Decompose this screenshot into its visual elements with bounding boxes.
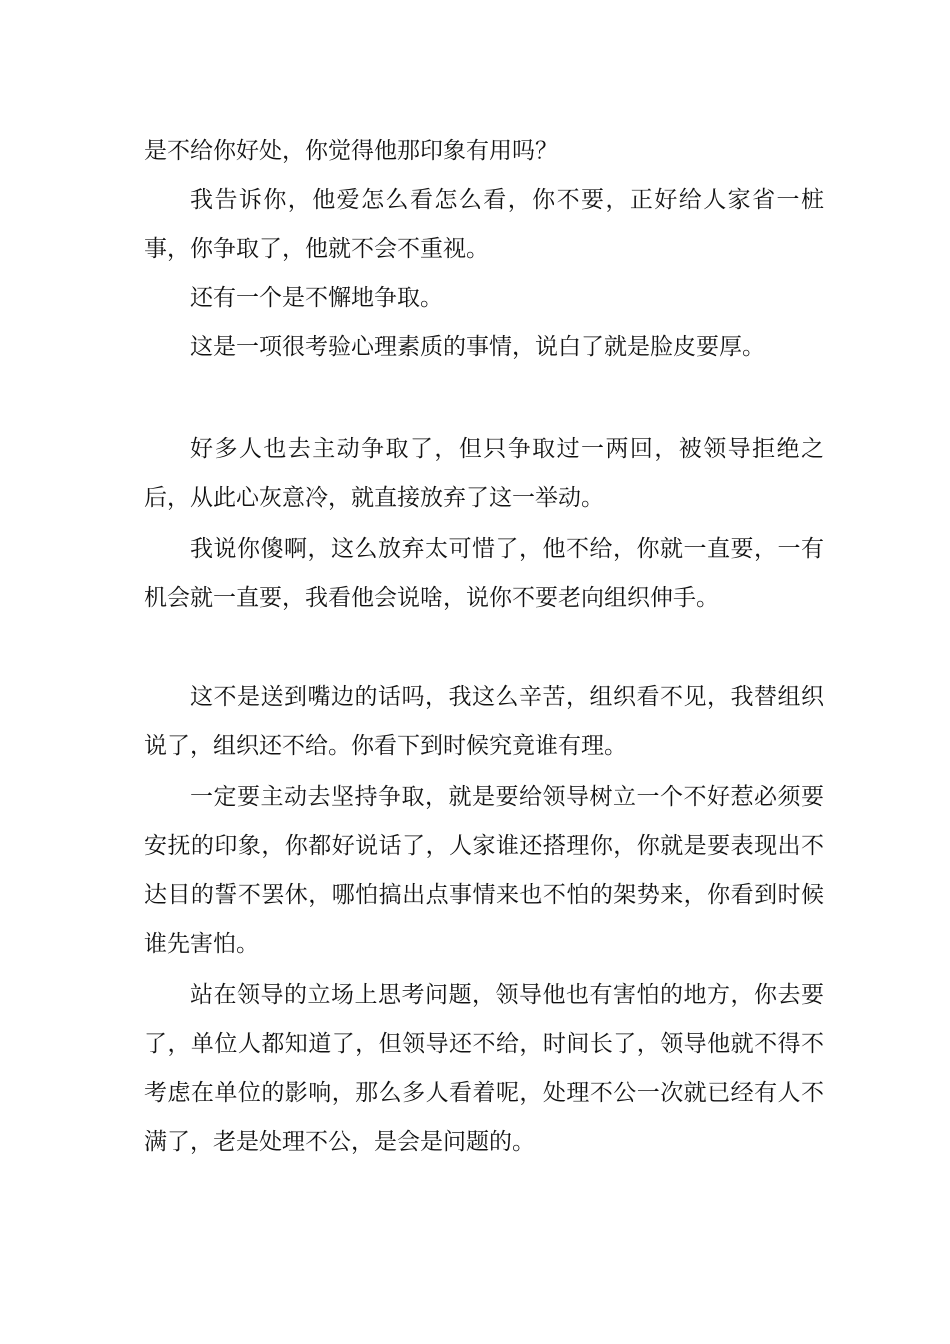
paragraph: 我说你傻啊，这么放弃太可惜了，他不给，你就一直要，一有机会就一直要，我看他会说啥，说你不要老向组织伸手。 [144, 536, 824, 611]
paragraph-continuation: 是不给你好处，你觉得他那印象有用吗？ [144, 138, 558, 164]
paragraph: 一定要主动去坚持争取，就是要给领导树立一个不好惹必须要安抚的印象，你都好说话了，人家谁还搭理你，你就是要表现出不达目的誓不罢休，哪怕搞出点事情来也不怕的架势来，你看到时候谁先害怕。 [144, 784, 824, 957]
paragraph: 站在领导的立场上思考问题，领导他也有害怕的地方，你去要了，单位人都知道了，但领导还不给，时间长了，领导他就不得不考虑在单位的影响，那么多人看着呢，处理不公一次就已经有人不满了，老是处理不公，是会是问题的。 [144, 982, 824, 1155]
paragraph: 这是一项很考验心理素质的事情，说白了就是脸皮要厚。 [190, 334, 765, 360]
paragraph: 这不是送到嘴边的话吗，我这么辛苦，组织看不见，我替组织说了，组织还不给。你看下到时候究竟谁有理。 [144, 684, 824, 759]
paragraph: 我告诉你，他爱怎么看怎么看，你不要，正好给人家省一桩事，你争取了，他就不会不重视。 [144, 187, 824, 262]
paragraph: 好多人也去主动争取了，但只争取过一两回，被领导拒绝之后，从此心灰意冷，就直接放弃了这一举动。 [144, 436, 824, 511]
paragraph: 还有一个是不懈地争取。 [190, 285, 443, 311]
